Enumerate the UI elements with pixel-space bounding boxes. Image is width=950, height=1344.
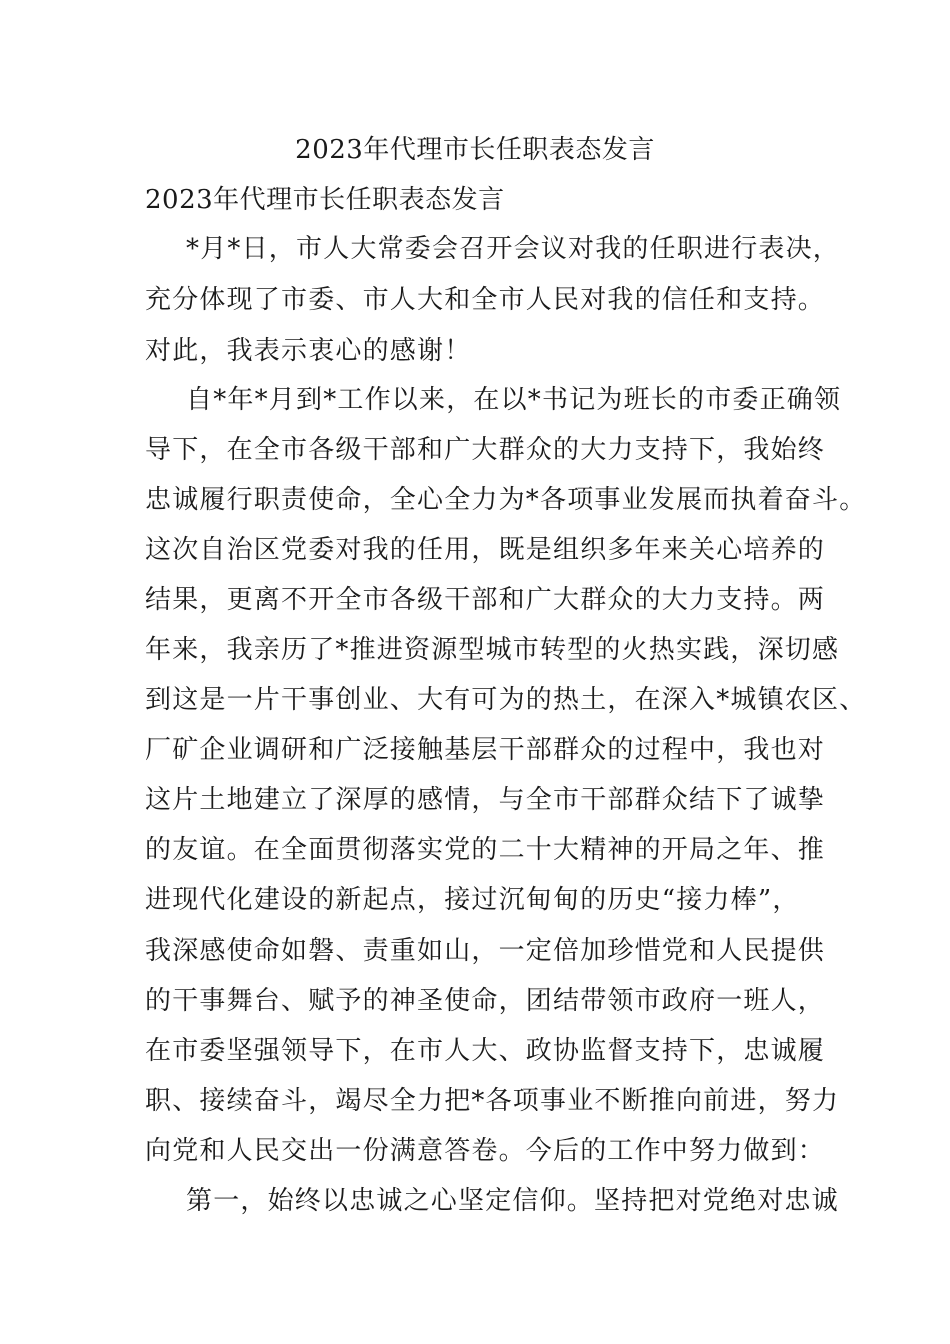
paragraph-line: 这次自治区党委对我的任用，既是组织多年来关心培养的	[145, 535, 826, 565]
paragraph-line: 进现代化建设的新起点，接过沉甸甸的历史“接力棒”，	[145, 885, 800, 915]
paragraph-line: 的友谊。在全面贯彻落实党的二十大精神的开局之年、推	[145, 835, 826, 865]
paragraph-line: 对此，我表示衷心的感谢！	[145, 336, 472, 366]
paragraph-line: 到这是一片干事创业、大有可为的热土，在深入*城镇农区、	[145, 685, 867, 715]
paragraph-line: *月*日，市人大常委会召开会议对我的任职进行表决，	[186, 234, 841, 264]
document-title: 2023年代理市长任职表态发言	[295, 135, 655, 165]
paragraph-line: 在市委坚强领导下，在市人大、政协监督支持下，忠诚履	[145, 1036, 826, 1066]
paragraph-line: 这片土地建立了深厚的感情，与全市干部群众结下了诚挚	[145, 785, 826, 815]
paragraph-line: 的干事舞台、赋予的神圣使命，团结带领市政府一班人，	[145, 986, 826, 1016]
paragraph-line: 厂矿企业调研和广泛接触基层干部群众的过程中，我也对	[145, 735, 826, 765]
paragraph-line: 向党和人民交出一份满意答卷。今后的工作中努力做到：	[145, 1136, 826, 1166]
paragraph-line: 我深感使命如磐、责重如山，一定倍加珍惜党和人民提供	[145, 936, 826, 966]
paragraph-line: 导下，在全市各级干部和广大群众的大力支持下，我始终	[145, 435, 826, 465]
paragraph-line: 第一，始终以忠诚之心坚定信仰。坚持把对党绝对忠诚	[186, 1186, 839, 1216]
paragraph-line: 充分体现了市委、市人大和全市人民对我的信任和支持。	[145, 285, 826, 315]
paragraph-line: 职、接续奋斗，竭尽全力把*各项事业不断推向前进，努力	[145, 1086, 840, 1116]
paragraph-line: 结果，更离不开全市各级干部和广大群众的大力支持。两	[145, 585, 826, 615]
document-subtitle: 2023年代理市长任职表态发言	[145, 185, 505, 215]
paragraph-line: 忠诚履行职责使命，全心全力为*各项事业发展而执着奋斗。	[145, 485, 867, 515]
paragraph-line: 年来，我亲历了*推进资源型城市转型的火热实践，深切感	[145, 635, 840, 665]
paragraph-line: 自*年*月到*工作以来，在以*书记为班长的市委正确领	[186, 385, 842, 415]
